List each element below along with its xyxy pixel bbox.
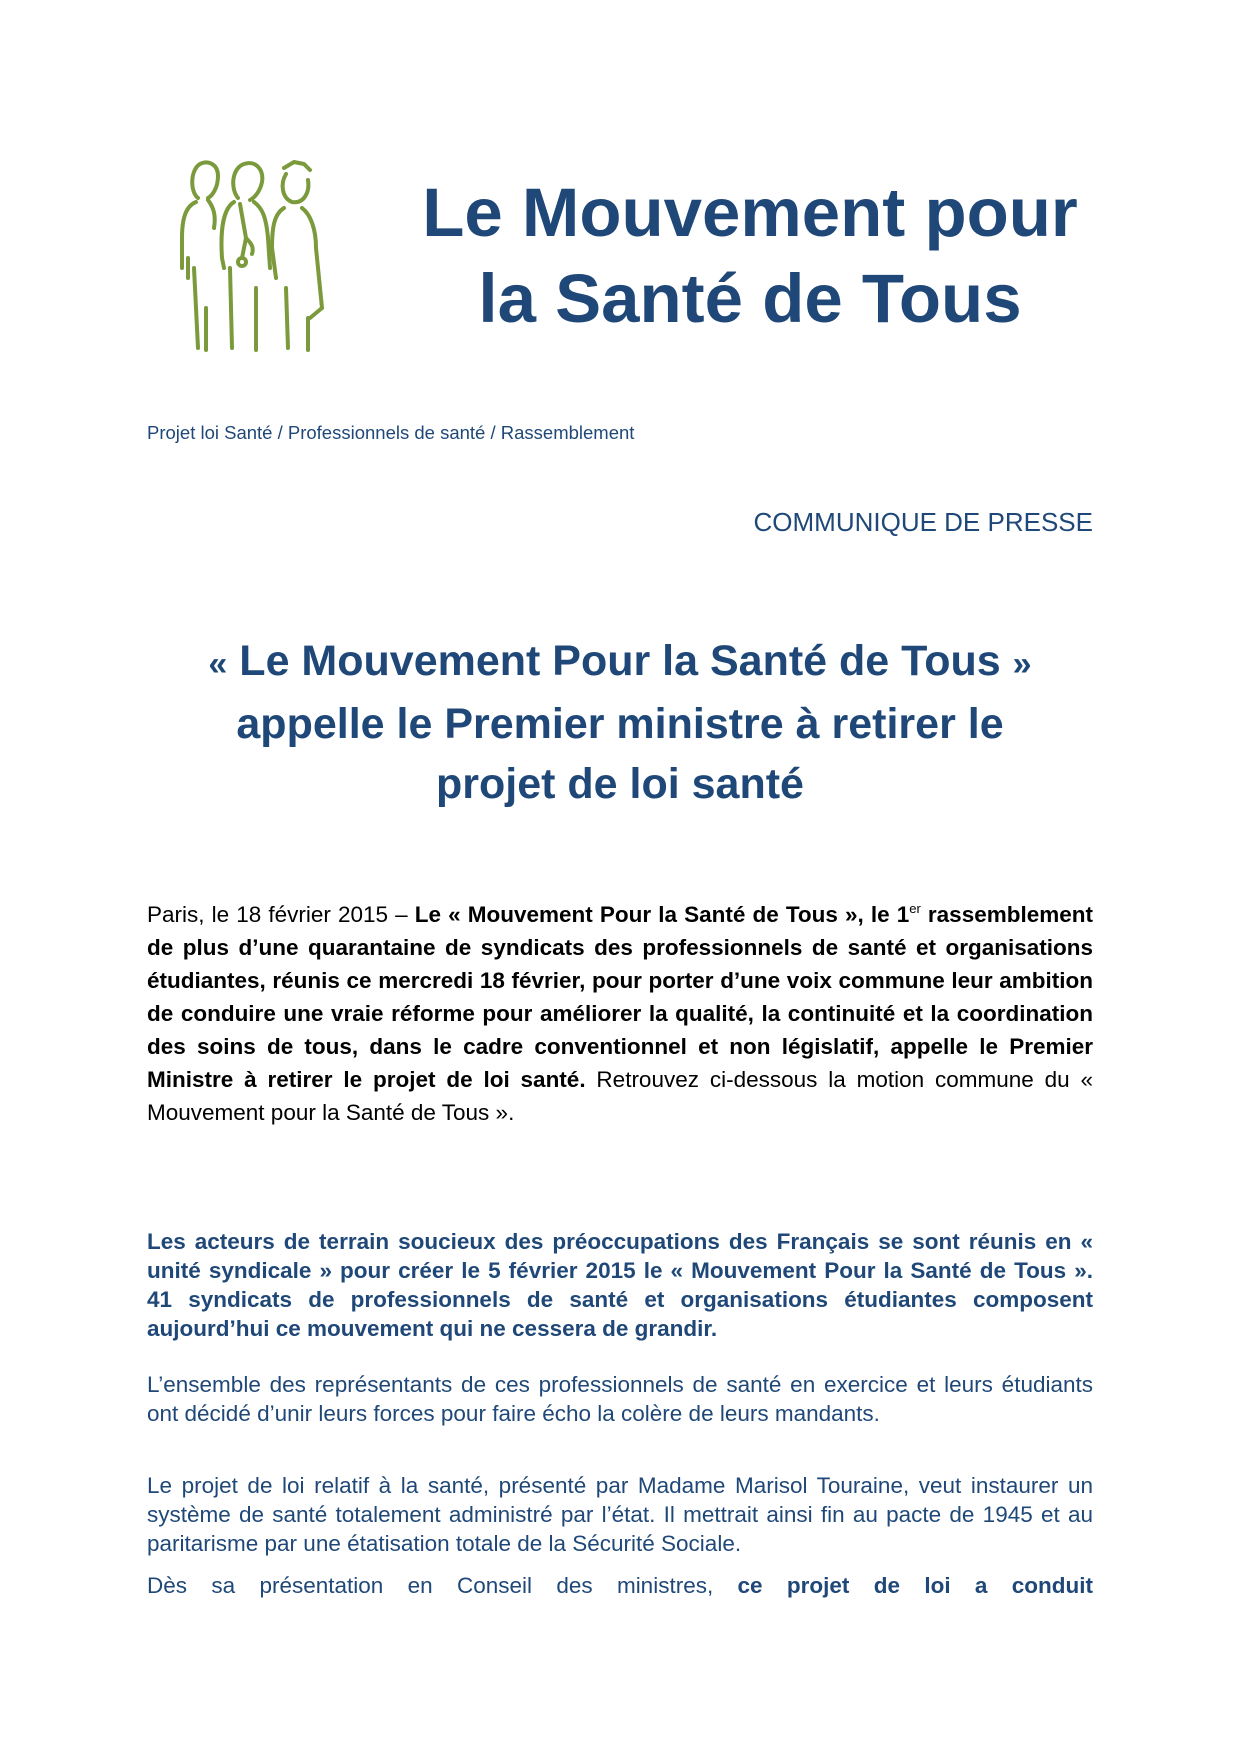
intro-tail: Retrouvez ci-dessous la motion commune du « Mouvement pour la Santé de Tous ». (147, 1067, 1093, 1125)
headline-close-quote: » (1012, 645, 1032, 683)
body-paragraph-3-bold: ce projet de loi a conduit (737, 1573, 1093, 1598)
headline (147, 631, 1093, 814)
intro-bold-a: Le « Mouvement Pour la Santé de Tous », le 1 (414, 902, 910, 927)
headline-line-2: appelle le Premier ministre à retirer le (236, 700, 1004, 748)
organization-title-line-2: la Santé de Tous (478, 260, 1022, 337)
organization-title (370, 170, 1130, 342)
body-paragraph-1: L’ensemble des représentants de ces professionnels de santé en exercice et leurs étudiants ont décidé d’unir leurs forces pour faire écho la colère de leurs mandants. (147, 1372, 1093, 1426)
press-release-label: COMMUNIQUE DE PRESSE (753, 507, 1093, 537)
lead-paragraph: Les acteurs de terrain soucieux des préoccupations des Français se sont réunis en « unité syndicale » pour créer le 5 février 2015 le « Mouvement Pour la Santé de Tous ». 41 syndicats de professionnels de santé et organisations étudiantes composent aujourd’hui ce mouvement qui ne cessera de grandir. (147, 1229, 1093, 1341)
headline-movement-name: Le Mouvement Pour la Santé de Tous (239, 637, 1001, 685)
intro-superscript: er (909, 901, 921, 916)
organization-title-line-1: Le Mouvement pour (422, 174, 1078, 251)
topic-breadcrumb: Projet loi Santé / Professionnels de santé / Rassemblement (147, 422, 635, 443)
intro-dateline: Paris, le 18 février 2015 – (147, 902, 415, 927)
body-paragraph-3-plain: Dès sa présentation en Conseil des ministres, (147, 1573, 738, 1598)
body-paragraph-2: Le projet de loi relatif à la santé, présenté par Madame Marisol Touraine, veut instaurer un système de santé totalement administré par l’état. Il mettrait ainsi fin au pacte de 1945 et au paritarisme par une étatisation totale de la Sécurité Sociale. (147, 1473, 1093, 1556)
intro-bold-b: rassemblement de plus d’une quarantaine de syndicats des professionnels de santé et organisations étudiantes, réunis ce mercredi 18 février, pour porter d’une voix commune leur ambition de conduire une vraie réforme pour améliorer la qualité, la continuité et la coordination des soins de tous, dans le cadre conventionnel et non législatif, appelle le Premier Ministre à retirer le projet de loi santé. (147, 902, 1093, 1092)
logo-figures-icon (176, 158, 346, 358)
headline-line-3: projet de loi santé (436, 760, 804, 808)
headline-line-1 (147, 631, 1093, 694)
intro-paragraph (147, 898, 1093, 1129)
body-paragraph-3 (147, 1571, 1093, 1600)
headline-open-quote: « (208, 645, 228, 683)
